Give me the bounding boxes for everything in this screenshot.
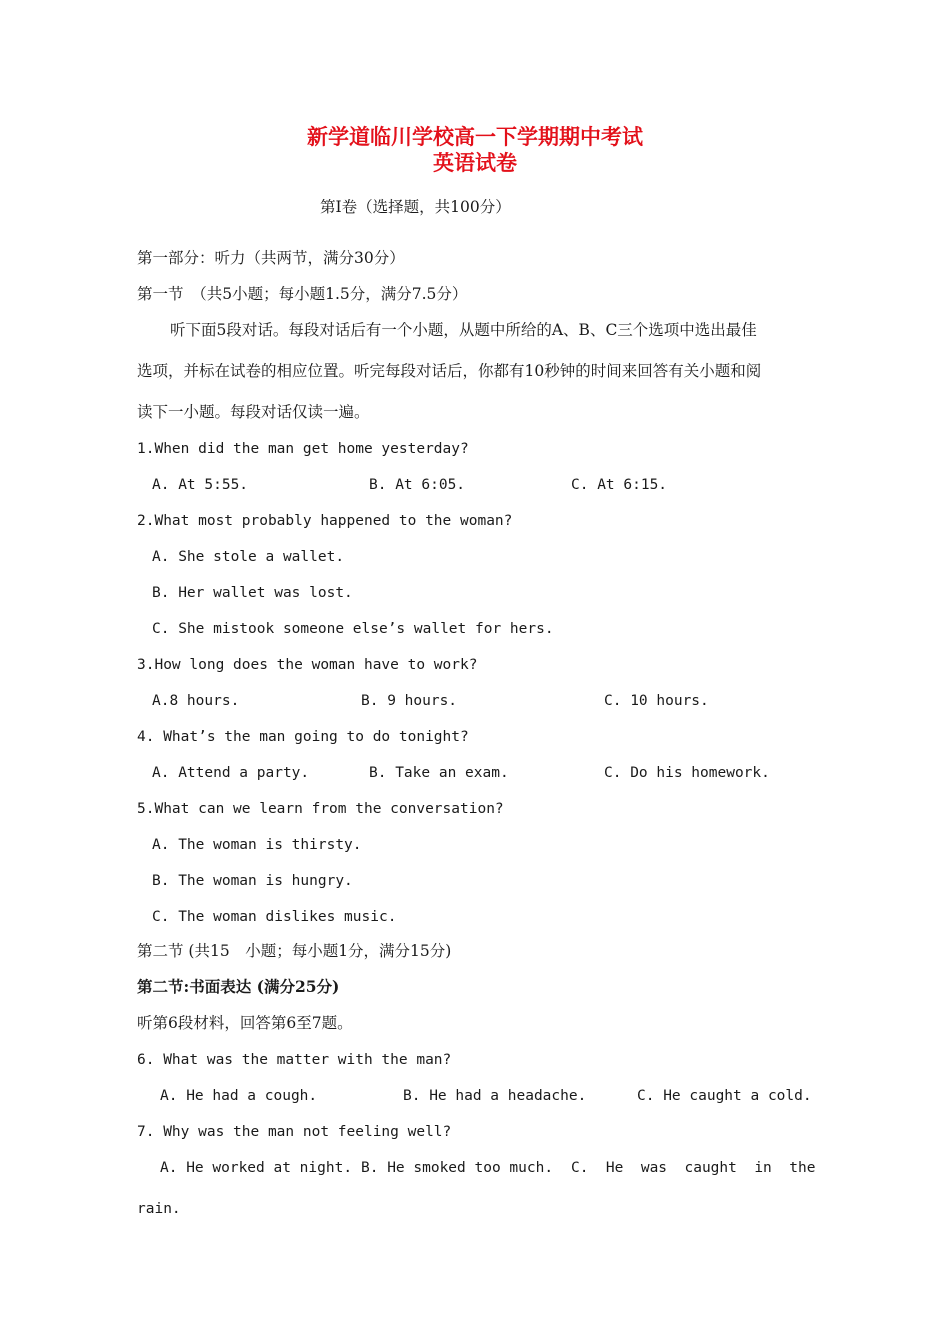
- section2-heading: 第二节 (共15 小题；每小题1分，满分15分): [137, 942, 452, 960]
- section2-bold-heading: 第二节:书面表达 (满分25分): [137, 977, 340, 996]
- question-6-stem: 6. What was the matter with the man?: [137, 1052, 452, 1068]
- exam-title: 新学道临川学校高一下学期期中考试: [307, 124, 643, 149]
- question-2-stem: 2.What most probably happened to the woman?: [137, 513, 513, 529]
- question-5-option-b: B. The woman is hungry.: [152, 873, 353, 889]
- question-5-option-a: A. The woman is thirsty.: [152, 837, 362, 853]
- question-3-option-a: A.8 hours.: [152, 693, 240, 709]
- volume-heading: 第Ⅰ卷（选择题，共100分）: [320, 198, 511, 216]
- instructions-line-1: 听下面5段对话。每段对话后有一个小题，从题中所给的A、B、C三个选项中选出最佳: [170, 321, 757, 339]
- question-7-option-c: C. He was caught in the: [571, 1160, 816, 1176]
- question-4-stem: 4. What’s the man going to do tonight?: [137, 729, 469, 745]
- question-2-option-c: C. She mistook someone else’s wallet for hers.: [152, 621, 554, 637]
- material-6-instruction: 听第6段材料，回答第6至7题。: [137, 1014, 353, 1032]
- section1-heading: 第一节 （共5小题；每小题1.5分，满分7.5分）: [137, 285, 468, 303]
- question-4-option-b: B. Take an exam.: [369, 765, 509, 781]
- question-5-stem: 5.What can we learn from the conversation?: [137, 801, 504, 817]
- question-2-option-a: A. She stole a wallet.: [152, 549, 345, 565]
- question-1-option-a: A. At 5:55.: [152, 477, 249, 493]
- instructions-line-2: 选项，并标在试卷的相应位置。听完每段对话后，你都有10秒钟的时间来回答有关小题和阅: [137, 362, 762, 380]
- question-1-stem: 1.When did the man get home yesterday?: [137, 441, 469, 457]
- question-6-option-c: C. He caught a cold.: [637, 1088, 812, 1104]
- question-3-stem: 3.How long does the woman have to work?: [137, 657, 478, 673]
- question-1-option-b: B. At 6:05.: [369, 477, 466, 493]
- question-6-option-a: A. He had a cough.: [160, 1088, 318, 1104]
- part1-heading: 第一部分：听力（共两节，满分30分）: [137, 249, 405, 267]
- question-1-option-c: C. At 6:15.: [571, 477, 668, 493]
- question-4-option-a: A. Attend a party.: [152, 765, 310, 781]
- question-2-option-b: B. Her wallet was lost.: [152, 585, 353, 601]
- question-7-option-a: A. He worked at night.: [160, 1160, 353, 1176]
- question-3-option-c: C. 10 hours.: [604, 693, 709, 709]
- question-6-option-b: B. He had a headache.: [403, 1088, 587, 1104]
- question-5-option-c: C. The woman dislikes music.: [152, 909, 397, 925]
- question-7-option-c-continuation: rain.: [137, 1201, 181, 1217]
- instructions-line-3: 读下一小题。每段对话仅读一遍。: [137, 403, 370, 421]
- question-7-stem: 7. Why was the man not feeling well?: [137, 1124, 452, 1140]
- question-3-option-b: B. 9 hours.: [361, 693, 458, 709]
- question-4-option-c: C. Do his homework.: [604, 765, 770, 781]
- question-7-option-b: B. He smoked too much.: [361, 1160, 554, 1176]
- exam-subtitle: 英语试卷: [433, 150, 517, 175]
